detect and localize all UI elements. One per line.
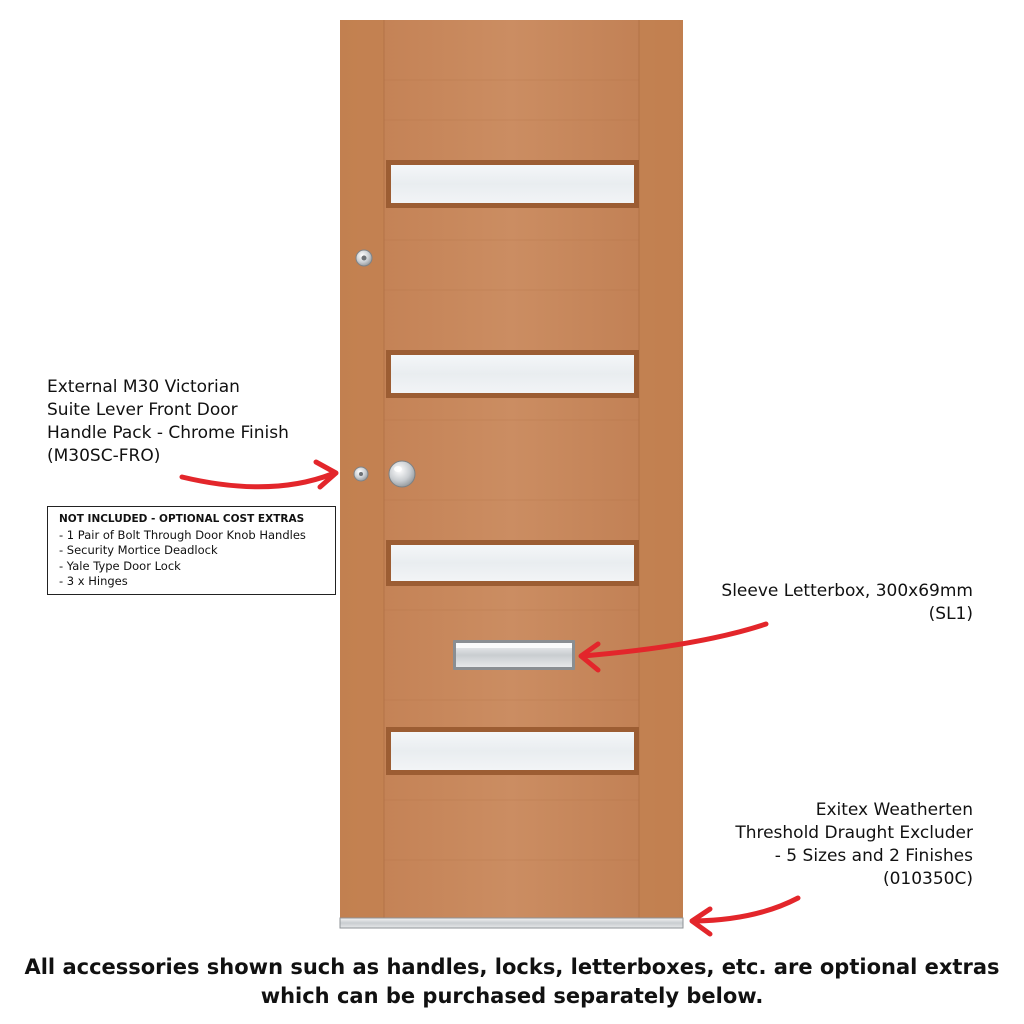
handle-pack-line: (M30SC-FRO) xyxy=(47,446,161,466)
handle-pack-label xyxy=(47,376,289,468)
threshold-bar xyxy=(340,918,683,928)
footer-note xyxy=(0,953,1024,1011)
handle-pack-line: Handle Pack - Chrome Finish xyxy=(47,423,289,443)
glass-panel xyxy=(386,350,639,398)
handle-pack-line: Suite Lever Front Door xyxy=(47,400,238,420)
letterbox-line: (SL1) xyxy=(928,604,973,624)
threshold-line: - 5 Sizes and 2 Finishes xyxy=(774,846,973,866)
optional-extras-item: - 1 Pair of Bolt Through Door Knob Handles xyxy=(59,527,306,542)
letterbox-plate xyxy=(453,640,575,670)
optional-extras-box xyxy=(47,506,336,595)
curved-red-arrow-icon xyxy=(692,898,798,934)
lock-cylinder-icon xyxy=(354,467,368,481)
threshold-line: Exitex Weatherten xyxy=(815,800,973,820)
letterbox-label xyxy=(721,580,973,626)
optional-extras-item: - 3 x Hinges xyxy=(59,574,128,589)
optional-extras-item: - Security Mortice Deadlock xyxy=(59,543,218,558)
threshold-line: Threshold Draught Excluder xyxy=(735,823,973,843)
glass-panel xyxy=(386,160,639,208)
threshold-line: (010350C) xyxy=(882,869,973,889)
door-knob-icon xyxy=(389,461,415,487)
handle-pack-line: External M30 Victorian xyxy=(47,377,240,397)
optional-extras-title: NOT INCLUDED - OPTIONAL COST EXTRAS xyxy=(59,513,305,525)
glass-panel xyxy=(386,727,639,775)
letterbox-line: Sleeve Letterbox, 300x69mm xyxy=(721,581,973,601)
footer-line: which can be purchased separately below. xyxy=(260,984,764,1008)
glass-panel xyxy=(386,540,639,586)
optional-extras-item: - Yale Type Door Lock xyxy=(59,558,181,573)
footer-line: All accessories shown such as handles, locks, letterboxes, etc. are optional extras xyxy=(24,955,1000,979)
threshold-label xyxy=(735,799,973,891)
lock-cylinder-icon xyxy=(356,250,372,266)
